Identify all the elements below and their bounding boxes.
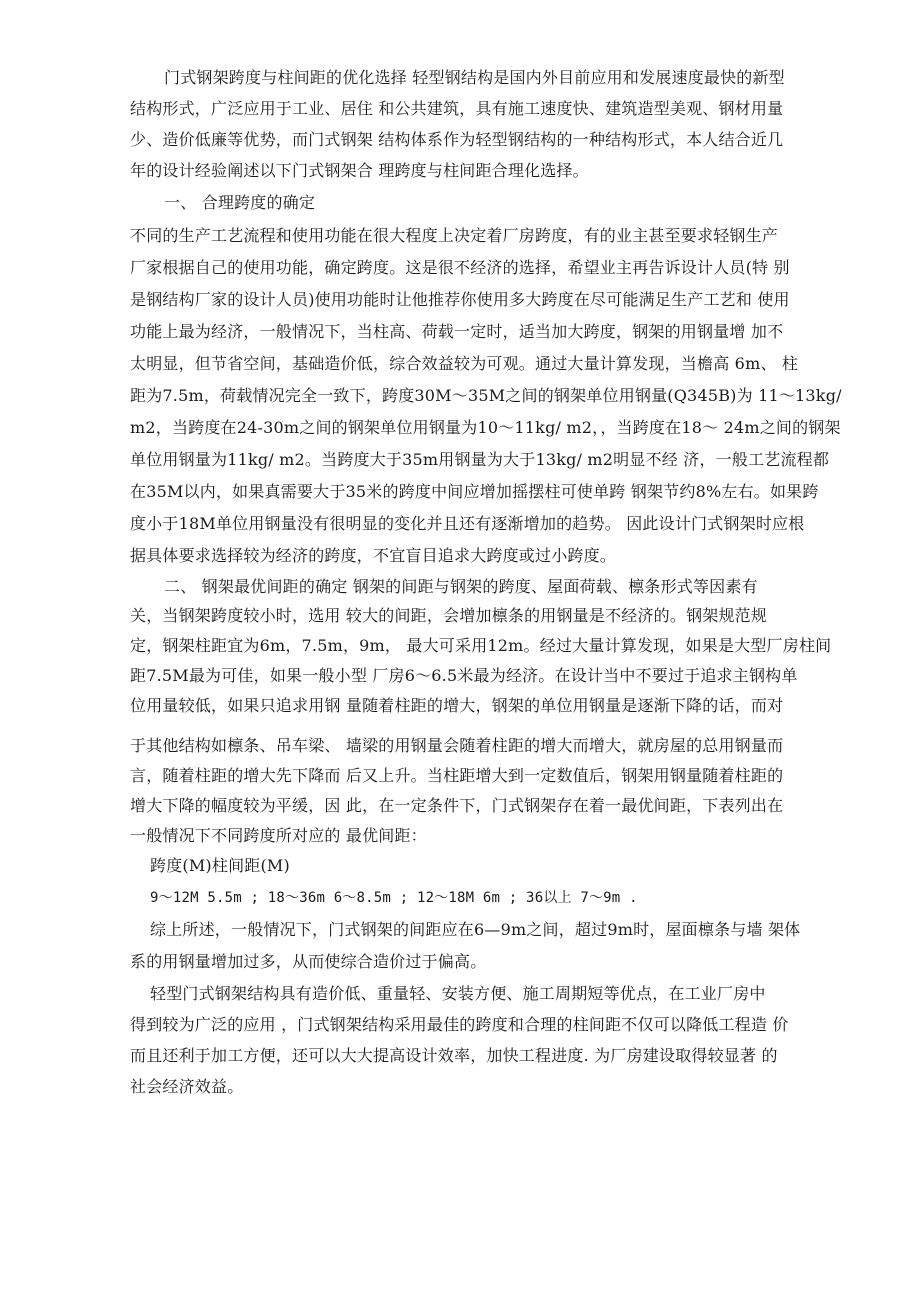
paragraph-line: 言，随着柱距的增大先下降而 后又上升。当柱距增大到一定数值后，钢架用钢量随着柱距的 xyxy=(130,766,784,785)
paragraph-line: 社会经济效益。 xyxy=(130,1077,244,1096)
paragraph-line: 太明显，但节省空间，基础造价低，综合效益较为可观。通过大量计算发现，当檐高 6m、 柱 xyxy=(130,354,799,373)
paragraph-line: 而且还利于加工方便，还可以大大提高设计效率，加快工程进度. 为厂房建设取得较显著 的 xyxy=(130,1046,778,1065)
paragraph-line: 距7.5M最为可佳，如果一般小型 厂房6～6.5米最为经济。在设计当中不要过于追求主钢构单 xyxy=(130,666,798,685)
paragraph-line: 少、造价低廉等优势，而门式钢架 结构体系作为轻型钢结构的一种结构形式，本人结合近几 xyxy=(130,130,784,149)
paragraph-line: 二、 钢架最优间距的确定 钢架的间距与钢架的跨度、屋面荷载、檩条形式等因素有 xyxy=(164,577,758,596)
table-header: 跨度(M)柱间距(M) xyxy=(150,856,290,875)
paragraph-line: 系的用钢量增加过多，从而使综合造价过于偏高。 xyxy=(130,952,487,971)
paragraph-line: 据具体要求选择较为经济的跨度，不宜盲目追求大跨度或过小跨度。 xyxy=(130,546,617,565)
table-row: 9～12M 5.5m ; 18～36m 6～8.5m ; 12～18M 6m ; 36以上 7～9m . xyxy=(150,890,638,906)
paragraph-line: m2，当跨度在24-30m之间的钢架单位用钢量为10～11kg/ m2，，当跨度在18～ 24m之间的钢架 xyxy=(130,418,841,437)
paragraph-line: 增大下降的幅度较为平缓，因 此，在一定条件下，门式钢架存在着一最优间距，下表列出在 xyxy=(130,796,784,815)
paragraph-line: 得到较为广泛的应用 ，门式钢架结构采用最佳的跨度和合理的柱间距不仅可以降低工程造 价 xyxy=(130,1015,789,1034)
paragraph-line: 一般情况下不同跨度所对应的 最优间距： xyxy=(130,826,427,845)
paragraph-line: 距为7.5m，荷载情况完全一致下，跨度30M～35M之间的钢架单位用钢量(Q345B)为 11～13kg/ xyxy=(130,386,842,405)
paragraph-line: 于其他结构如檩条、吊车梁、 墙梁的用钢量会随着柱距的增大而增大，就房屋的总用钢量而 xyxy=(130,736,784,755)
section-heading: 一、 合理跨度的确定 xyxy=(164,193,316,212)
paragraph-line: 轻型门式钢架结构具有造价低、重量轻、安装方便、施工周期短等优点，在工业厂房中 xyxy=(150,984,766,1003)
paragraph-line: 关，当钢架跨度较小时，选用 较大的间距，会增加檩条的用钢量是不经济的。钢架规范规 xyxy=(130,606,768,625)
paragraph-line: 门式钢架跨度与柱间距的优化选择 轻型钢结构是国内外目前应用和发展速度最快的新型 xyxy=(164,68,785,87)
paragraph-line: 综上所述，一般情况下，门式钢架的间距应在6—9m之间，超过9m时，屋面檩条与墙 架体 xyxy=(150,920,801,939)
paragraph-line: 是钢结构厂家的设计人员)使用功能时让他推荐你使用多大跨度在尽可能满足生产工艺和 使用 xyxy=(130,290,790,309)
paragraph-line: 厂家根据自己的使用功能，确定跨度。这是很不经济的选择，希望业主再告诉设计人员(特 别 xyxy=(130,258,790,277)
paragraph-line: 不同的生产工艺流程和使用功能在很大程度上决定着厂房跨度，有的业主甚至要求轻钢生产 xyxy=(130,226,779,245)
paragraph-line: 在35M以内，如果真需要大于35米的跨度中间应增加摇摆柱可使单跨 钢架节约8%左右。如果跨 xyxy=(130,482,819,501)
paragraph-line: 结构形式，广泛应用于工业、居住 和公共建筑，具有施工速度快、建筑造型美观、钢材用量 xyxy=(130,99,784,118)
paragraph-line: 度小于18M单位用钢量没有很明显的变化并且还有逐渐增加的趋势。 因此设计门式钢架时应根 xyxy=(130,514,805,533)
paragraph-line: 定，钢架柱距宜为6m，7.5m，9m， 最大可采用12m。经过大量计算发现，如果是大型厂房柱间 xyxy=(130,636,832,655)
paragraph-line: 单位用钢量为11kg/ m2。当跨度大于35m用钢量为大于13kg/ m2明显不经 济，一般工艺流程都 xyxy=(130,450,830,469)
paragraph-line: 年的设计经验阐述以下门式钢架合 理跨度与柱间距合理化选择。 xyxy=(130,161,589,180)
paragraph-line: 位用量较低，如果只追求用钢 量随着柱距的增大，钢架的单位用钢量是逐渐下降的话，而对 xyxy=(130,696,784,715)
paragraph-line: 功能上最为经济，一般情况下，当柱高、荷载一定时，适当加大跨度，钢架的用钢量增 加不 xyxy=(130,322,784,341)
